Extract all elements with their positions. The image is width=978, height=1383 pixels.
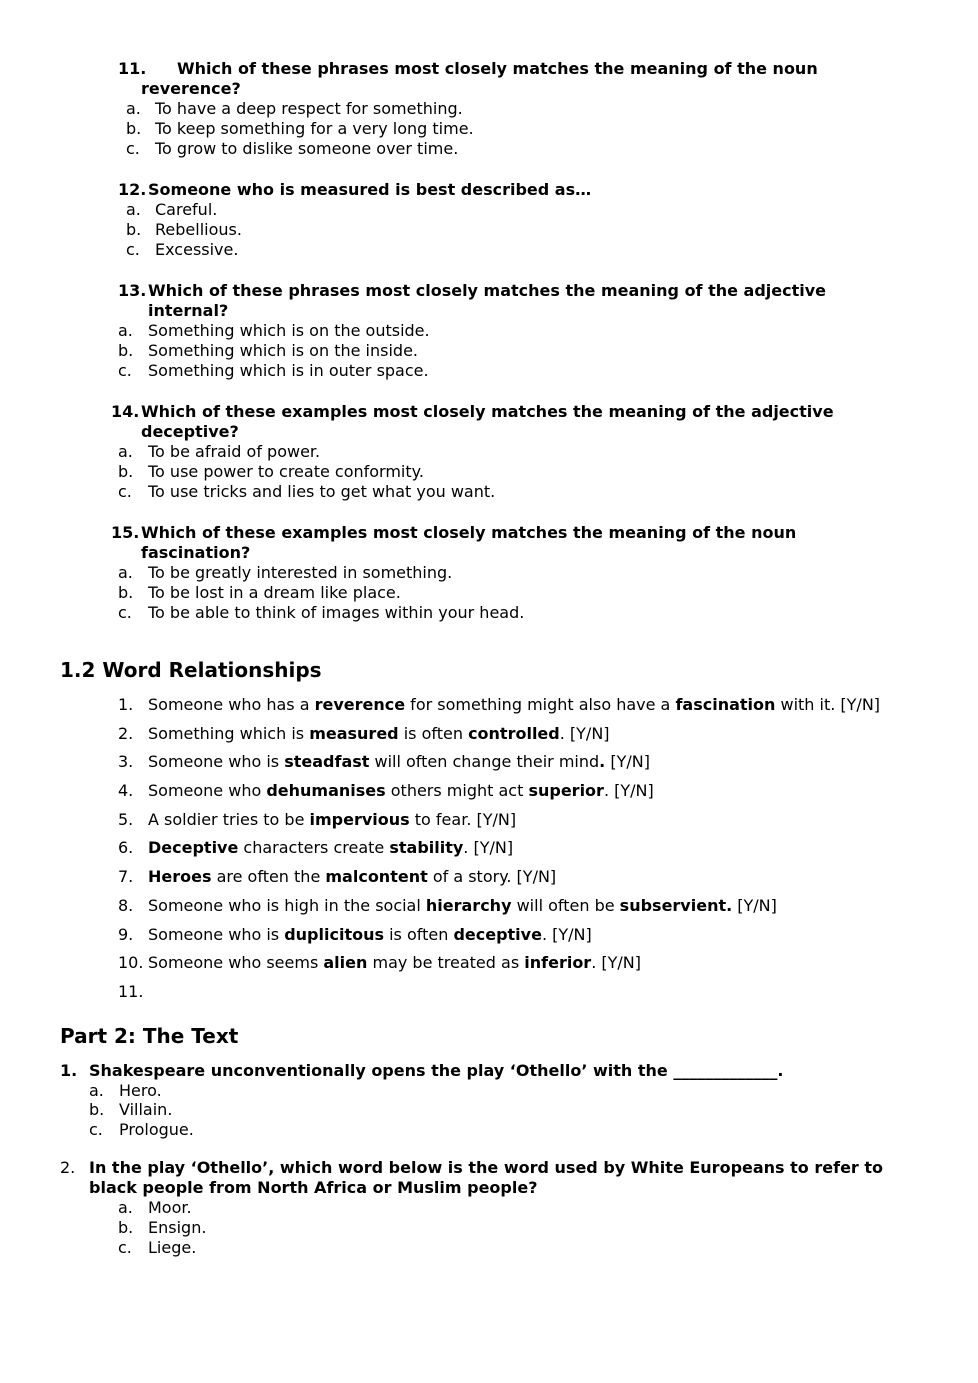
key-word: reverence [314,695,406,714]
item-sentence [148,695,880,715]
option-a: a. To be greatly interested in something. [118,563,453,582]
question-text: Shakespeare unconventionally opens the play ‘Othello’ with the _____________. [89,1061,784,1080]
option-b: b. Rebellious. [126,220,242,239]
sentence-fragment: Someone who is high in the social [148,895,426,915]
key-word: deceptive [453,924,542,944]
question-number: 11. [118,59,147,78]
option-b: b. Ensign. [118,1218,207,1237]
option-a: a. Hero. [89,1081,162,1100]
section-heading-part-2: Part 2: The Text [60,1024,239,1048]
word-relationship-item [118,724,918,753]
sentence-fragment: is often [398,723,469,743]
option-c: c. To be able to think of images within your head. [118,603,525,622]
sentence-fragment: Someone who is [148,924,285,944]
option-b: b. To use power to create conformity. [118,462,424,481]
key-word: measured [309,723,399,743]
question-text-cont: internal? [148,301,229,320]
item-number: 7. [118,867,134,887]
question-text: Which of these examples most closely matches the meaning of the adjective [141,402,834,421]
option-c: c. To use tricks and lies to get what you want. [118,482,496,501]
item-sentence [148,896,777,916]
key-word: dehumanises [266,781,386,801]
word-relationship-item [118,896,918,925]
options-list [118,1198,718,1258]
options-list [118,563,718,623]
word-relationship-item [118,867,918,896]
key-word: alien [323,953,368,973]
question-text: Which of these examples most closely matches the meaning of the noun [141,523,797,542]
key-word: malcontent [325,867,428,887]
word-relationship-item [118,953,918,982]
option-b: b. Villain. [89,1100,173,1120]
key-word: stability [389,838,464,858]
key-word: duplicitous [284,924,384,944]
key-word: controlled [468,723,560,743]
sentence-fragment: [Y/N] [605,752,650,772]
option-a: a. To have a deep respect for something. [126,99,463,118]
word-relationship-item [118,752,918,781]
item-sentence [148,752,650,772]
option-c: c. Liege. [118,1238,197,1257]
item-sentence [148,810,516,830]
sentence-fragment: are often the [211,867,326,887]
key-word: impervious [309,809,410,829]
sentence-fragment: . [Y/N] [463,838,514,858]
key-word: steadfast [284,752,370,772]
sentence-fragment: will often be [511,895,620,915]
option-a: a. Something which is on the outside. [118,321,430,340]
question-text: Which of these phrases most closely matches the meaning of the adjective [148,281,827,300]
word-relationship-item [118,925,918,954]
item-sentence [148,925,592,945]
word-relationship-item [118,982,918,1011]
question-text-cont: deceptive? [141,422,239,441]
item-sentence [148,953,641,973]
question-text-cont: black people from North Africa or Muslim people? [89,1178,538,1197]
option-b: b. Something which is on the inside. [118,341,418,360]
question-number: 15. [111,523,140,542]
sentence-fragment: for something might also have a [405,695,676,714]
sentence-fragment: . [Y/N] [591,953,641,973]
sentence-fragment: Someone who seems [148,953,324,973]
sentence-fragment: Something which is [148,723,310,743]
sentence-fragment: of a story. [Y/N] [427,867,557,887]
sentence-fragment: Someone who has a [148,695,315,714]
key-word: superior [528,781,604,801]
option-c: c. Excessive. [126,240,239,259]
word-relationship-item [118,781,918,810]
key-word: . [599,752,606,772]
sentence-fragment: A soldier tries to be [148,809,310,829]
options-list [126,99,726,159]
question-number: 1. [60,1061,78,1080]
key-word: inferior [524,953,592,973]
word-relationship-item [118,838,918,867]
options-list [118,321,718,381]
key-word: Deceptive [148,838,239,858]
sentence-fragment: Someone who is [148,752,285,772]
sentence-fragment: . [Y/N] [603,781,654,801]
sentence-fragment: with it. [Y/N] [775,695,881,714]
item-number: 1. [118,695,134,714]
question-number: 2. [60,1158,76,1177]
sentence-fragment: [Y/N] [732,895,777,915]
key-word: subservient. [619,895,733,915]
word-relationship-item [118,810,918,839]
option-a: a. Moor. [118,1198,192,1217]
item-number: 6. [118,838,134,858]
question-text-cont: fascination? [141,543,251,562]
options-list [118,442,718,502]
key-word: fascination [675,695,776,714]
word-relationship-item [118,695,918,724]
item-number: 3. [118,752,134,772]
word-relationships-list [118,695,918,1011]
sentence-fragment: to fear. [Y/N] [409,809,517,829]
item-sentence [148,781,654,801]
sentence-fragment: is often [384,924,454,944]
sentence-fragment: . [Y/N] [559,723,610,743]
key-word: Heroes [148,867,212,887]
sentence-fragment: may be treated as [367,953,525,973]
sentence-fragment: . [Y/N] [541,924,592,944]
option-c: c. Something which is in outer space. [118,361,429,380]
option-a: a. Careful. [126,200,218,219]
question-text: Which of these phrases most closely matches the meaning of the noun [177,59,818,78]
options-list [89,1081,689,1139]
question-text: Someone who is measured is best described as… [148,180,592,199]
question-number: 14. [111,402,140,421]
item-number: 9. [118,924,134,944]
item-sentence [148,724,610,744]
option-c: c. Prologue. [89,1119,194,1139]
item-sentence [148,867,556,887]
sentence-fragment: Someone who [148,781,267,801]
question-text-cont: reverence? [141,79,241,98]
item-number: 4. [118,781,134,801]
item-number: 8. [118,895,134,915]
item-sentence [148,838,513,858]
option-b: b. To be lost in a dream like place. [118,583,401,602]
item-number: 10. [118,953,144,973]
question-text: In the play ‘Othello’, which word below is the word used by White Europeans to refer to [89,1158,884,1177]
key-word: hierarchy [425,895,512,915]
item-number: 2. [118,723,134,743]
option-a: a. To be afraid of power. [118,442,321,461]
item-number: 11. [118,981,144,1001]
item-number: 5. [118,809,134,829]
sentence-fragment: will often change their mind [369,752,600,772]
question-number: 13. [118,281,147,300]
section-heading-word-relationships: 1.2 Word Relationships [60,658,322,682]
option-c: c. To grow to dislike someone over time. [126,139,459,158]
sentence-fragment: characters create [238,838,390,858]
question-number: 12. [118,180,147,199]
option-b: b. To keep something for a very long time. [126,119,474,138]
options-list [126,200,726,260]
sentence-fragment: others might act [385,781,529,801]
